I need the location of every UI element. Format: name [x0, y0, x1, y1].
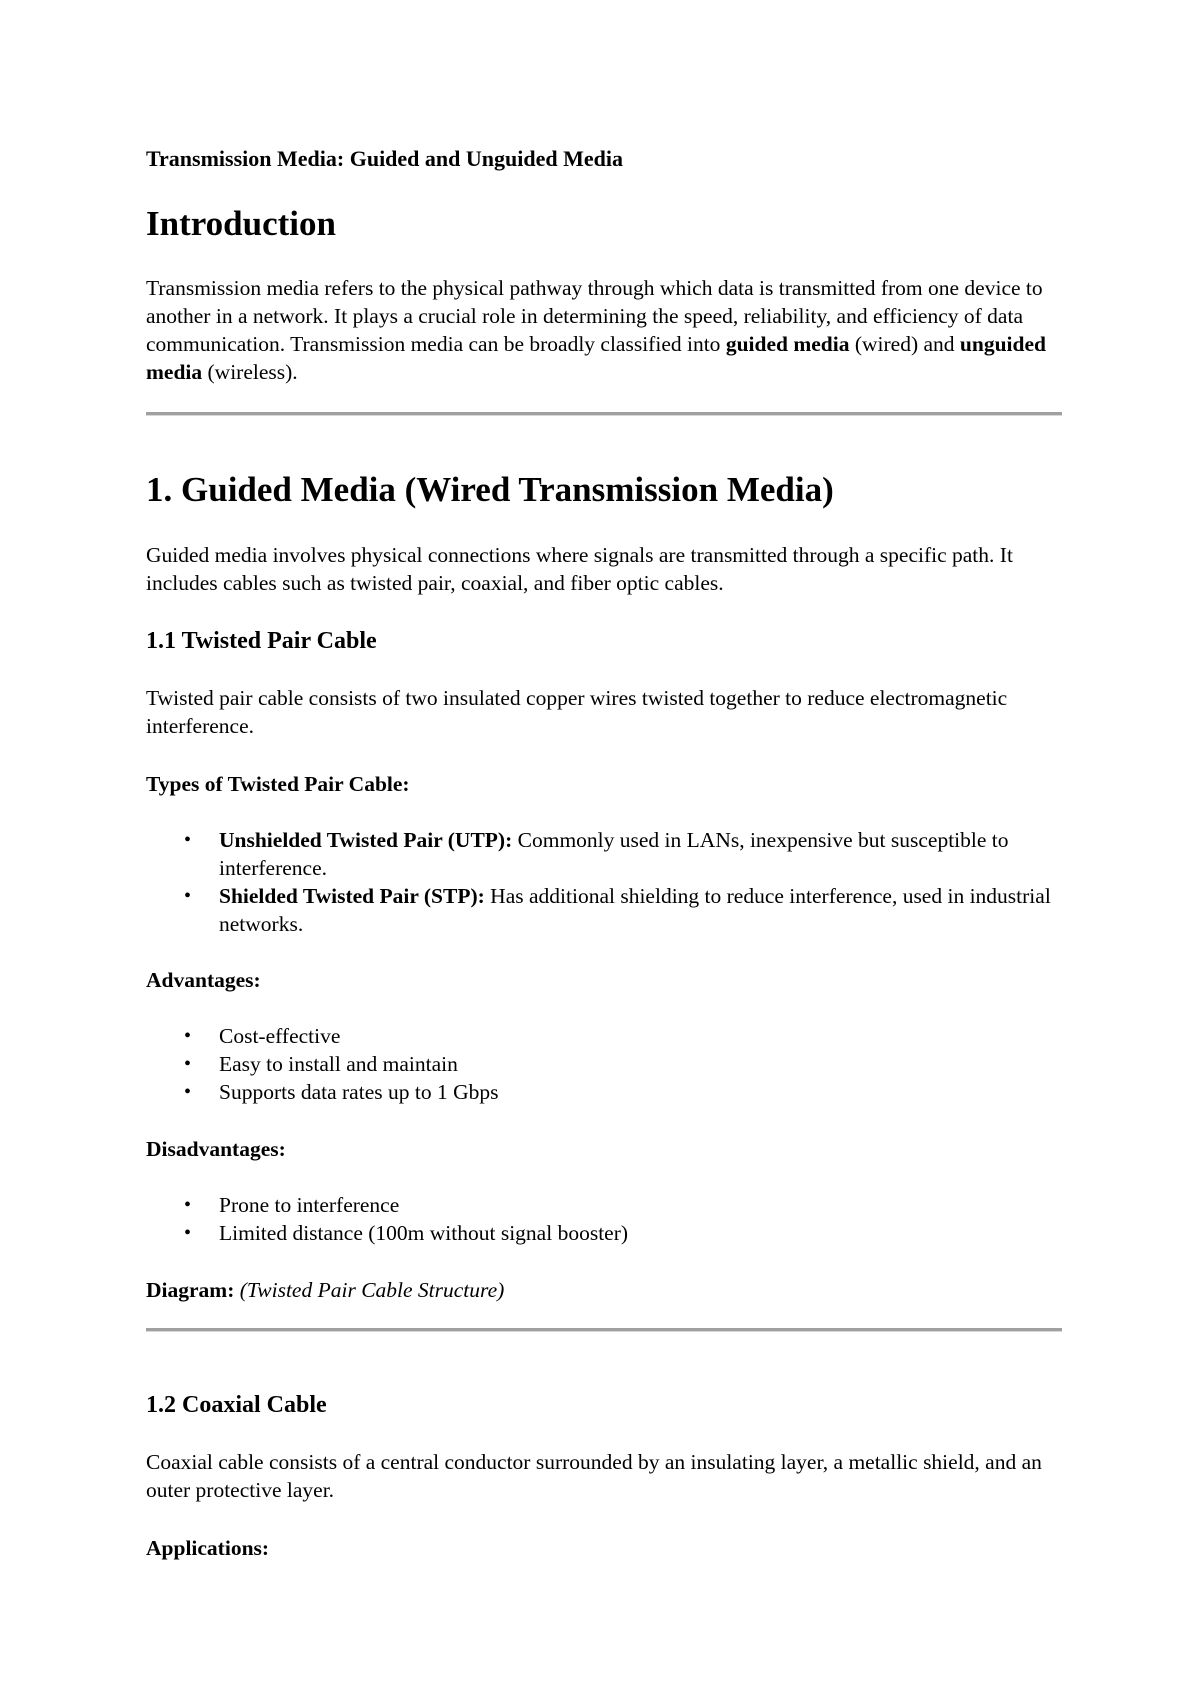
diagram-label: Diagram: [146, 1278, 235, 1302]
disadvantage-text: Limited distance (100m without signal booster) [219, 1221, 629, 1245]
twisted-pair-paragraph: Twisted pair cable consists of two insulated copper wires twisted together to reduce electromagnetic interference. [146, 686, 1008, 738]
list-item [146, 826, 1062, 882]
bullet-icon: • [184, 1222, 192, 1244]
intro-bold-unguided: unguided media [146, 332, 1046, 384]
bullet-icon: • [184, 1194, 192, 1216]
bullet-icon: • [184, 1081, 192, 1103]
type-term: Unshielded Twisted Pair (UTP): [219, 828, 513, 852]
diagram-caption: (Twisted Pair Cable Structure) [239, 1278, 505, 1302]
type-desc: Has additional shielding to reduce interference, used in industrial networks. [219, 884, 1051, 936]
bullet-icon: • [184, 1025, 192, 1047]
list-item [146, 1219, 1062, 1247]
advantages-list [146, 1022, 1062, 1106]
intro-text-3: (wireless). [202, 360, 298, 384]
type-term: Shielded Twisted Pair (STP): [219, 884, 485, 908]
horizontal-rule [146, 412, 1062, 416]
bullet-icon: • [184, 1053, 192, 1075]
introduction-heading: Introduction [146, 204, 336, 243]
horizontal-rule [146, 1328, 1062, 1332]
list-item [146, 1050, 1062, 1078]
bullet-icon: • [184, 829, 192, 851]
intro-text-1: Transmission media refers to the physical pathway through which data is transmitted from one device to another in a network. It plays a crucial role in determining the speed, reliability, and efficiency of data communication. Transmission media can be broadly classified into [146, 276, 1043, 356]
diagram-line [146, 1276, 504, 1304]
coaxial-heading: 1.2 Coaxial Cable [146, 1392, 327, 1418]
advantages-label: Advantages: [146, 968, 261, 992]
disadvantage-text: Prone to interference [219, 1193, 400, 1217]
list-item [146, 1078, 1062, 1106]
intro-bold-guided: guided media [725, 332, 850, 356]
applications-label: Applications: [146, 1536, 270, 1560]
intro-text-2: (wired) and [849, 332, 960, 356]
advantage-text: Easy to install and maintain [219, 1052, 458, 1076]
types-list [146, 826, 1062, 938]
advantage-text: Supports data rates up to 1 Gbps [219, 1080, 499, 1104]
types-label: Types of Twisted Pair Cable: [146, 772, 410, 796]
guided-media-heading: 1. Guided Media (Wired Transmission Media) [146, 470, 834, 509]
document-title: Transmission Media: Guided and Unguided Media [146, 146, 623, 171]
list-item [146, 1191, 1062, 1219]
twisted-pair-heading: 1.1 Twisted Pair Cable [146, 628, 377, 654]
advantage-text: Cost-effective [219, 1024, 341, 1048]
disadvantages-label: Disadvantages: [146, 1137, 286, 1161]
introduction-paragraph [146, 274, 1062, 386]
guided-media-paragraph: Guided media involves physical connections where signals are transmitted through a specific path. It includes cables such as twisted pair, coaxial, and fiber optic cables. [146, 543, 1013, 595]
disadvantages-list [146, 1191, 1062, 1247]
list-item [146, 882, 1062, 938]
type-desc: Commonly used in LANs, inexpensive but susceptible to interference. [219, 828, 1009, 880]
list-item [146, 1022, 1062, 1050]
bullet-icon: • [184, 885, 192, 907]
coaxial-paragraph: Coaxial cable consists of a central conductor surrounded by an insulating layer, a metallic shield, and an outer protective layer. [146, 1450, 1042, 1502]
